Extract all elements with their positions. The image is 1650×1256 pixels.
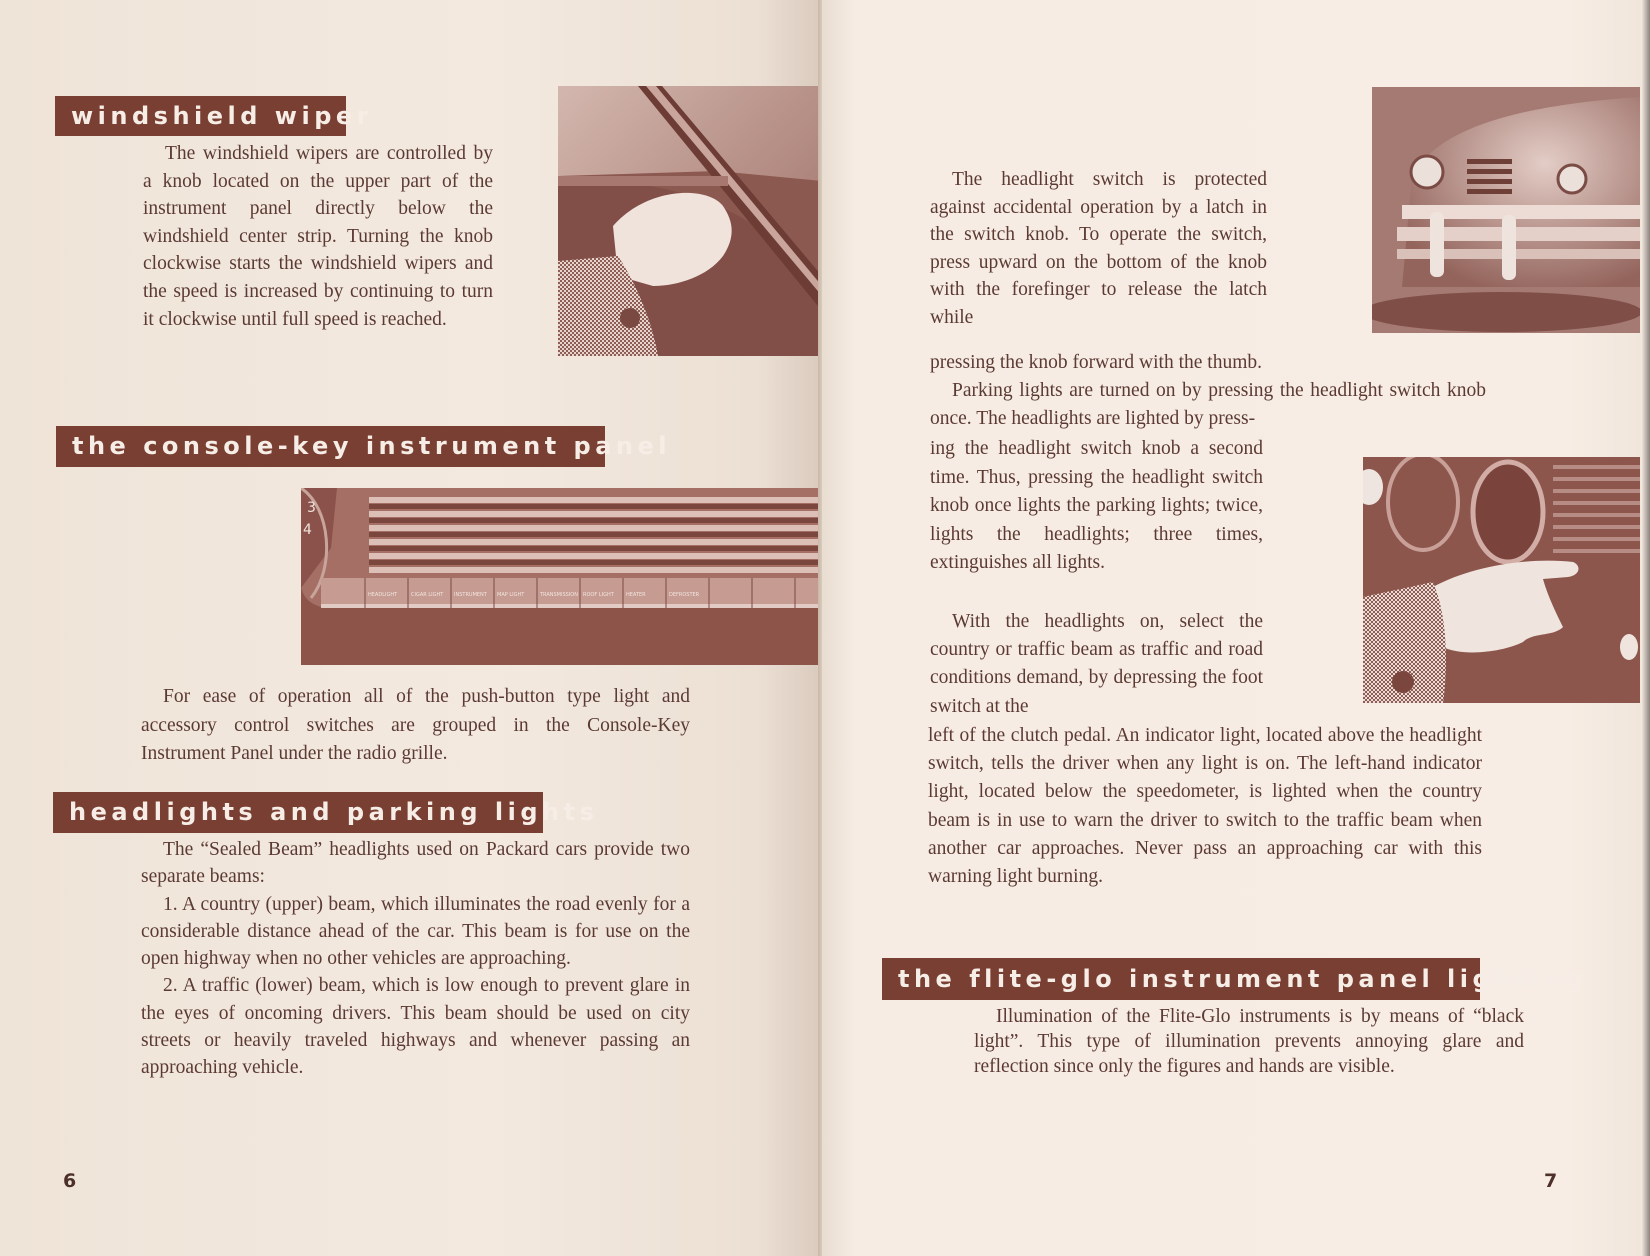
paragraph: The windshield wipers are controlled by a knob located on the upper part of the instrument panel directly below the windshield center strip. Turning the knob clockwise starts the windshield wipers and the speed is increased by continuing to turn it clockwise until full speed is reached. bbox=[143, 143, 493, 330]
section-heading-console-key: the console-key instrument panel bbox=[56, 426, 605, 467]
paragraph: Illumination of the Flite-Glo instruments is by means of “black light”. This type of illumination prevents annoying glare and reflection since only the figures and hands are visible. bbox=[974, 1006, 1524, 1077]
paragraph: The “Sealed Beam” headlights used on Packard cars provide two separate beams: bbox=[141, 839, 690, 888]
beam-selection-text-wrapped bbox=[930, 608, 1263, 721]
svg-text:HEADLIGHT: HEADLIGHT bbox=[368, 592, 398, 598]
headlight-switch-photo bbox=[1363, 457, 1640, 703]
paragraph: Parking lights are turned on by pressing the headlight switch knob once. The headlights are lighted by press- bbox=[930, 380, 1486, 429]
paragraph: ing the headlight switch knob a second time. Thus, pressing the headlight switch knob once lights the parking lights; twice, lights the headlights; three times, extinguishes all lights. bbox=[930, 438, 1263, 574]
svg-text:INSTRUMENT: INSTRUMENT bbox=[454, 592, 487, 598]
paragraph: left of the clutch pedal. An indicator light, located above the headlight switch, tells the driver when any light is on. The left-hand indicator light, located below the speedometer, is lighted when the country beam is in use to warn the driver to switch to the traffic beam when another car approaches. Never pass an approaching car with this warning light burning. bbox=[928, 725, 1482, 888]
headlight-switch-illustration-icon bbox=[1363, 457, 1640, 703]
console-key-panel-illustration-icon bbox=[301, 488, 822, 665]
svg-text:HEATER: HEATER bbox=[626, 592, 646, 598]
car-front-illustration-icon bbox=[1372, 87, 1640, 333]
beam-selection-text-tail bbox=[928, 722, 1482, 891]
parking-lights-text-first-line bbox=[930, 377, 1486, 433]
console-key-text bbox=[141, 683, 690, 769]
section-heading-windshield-wiper: windshield wiper bbox=[55, 96, 346, 136]
section-heading-headlights: headlights and parking lights bbox=[53, 792, 543, 833]
page-number-right: 7 bbox=[1544, 1170, 1558, 1192]
paragraph: pressing the knob forward with the thumb. bbox=[930, 352, 1262, 373]
paragraph: 2. A traffic (lower) beam, which is low enough to prevent glare in the eyes of oncoming drivers. This beam should be used on city streets or heavily traveled highways and whenever passing an approaching vehicle. bbox=[141, 975, 690, 1079]
paragraph: 1. A country (upper) beam, which illuminates the road evenly for a considerable distance ahead of the car. This beam is for use on the open highway when no other vehicles are approaching. bbox=[141, 893, 690, 970]
svg-text:CIGAR LIGHT: CIGAR LIGHT bbox=[411, 592, 444, 598]
svg-text:ROOF LIGHT: ROOF LIGHT bbox=[583, 592, 614, 598]
svg-text:MAP LIGHT: MAP LIGHT bbox=[497, 592, 525, 598]
windshield-wiper-photo bbox=[558, 86, 822, 356]
car-front-photo bbox=[1372, 87, 1640, 333]
console-key-panel-photo bbox=[301, 488, 822, 665]
windshield-wiper-text bbox=[143, 140, 493, 333]
svg-text:3: 3 bbox=[307, 500, 316, 516]
section-heading-flite-glo: the flite-glo instrument panel lighting bbox=[882, 958, 1480, 1000]
paragraph: The headlight switch is protected against accidental operation by a latch in the switch knob. To operate the switch, press upward on the bottom of the knob with the forefinger to release the latch while bbox=[930, 169, 1267, 328]
left-page bbox=[0, 0, 822, 1256]
right-page bbox=[822, 0, 1650, 1256]
svg-text:DEFROSTER: DEFROSTER bbox=[669, 592, 700, 598]
headlight-switch-text-wrapped bbox=[930, 166, 1267, 332]
svg-text:4: 4 bbox=[303, 522, 312, 538]
page-number-left: 6 bbox=[63, 1170, 77, 1192]
windshield-wiper-illustration-icon bbox=[558, 86, 822, 356]
headlight-switch-text-tail bbox=[930, 349, 1490, 377]
flite-glo-text bbox=[974, 1004, 1524, 1079]
headlights-text bbox=[141, 836, 690, 1082]
paragraph: With the headlights on, select the country or traffic beam as traffic and road conditions demand, by depressing the foot switch at the bbox=[930, 611, 1263, 717]
parking-lights-text-wrapped bbox=[930, 435, 1263, 578]
svg-text:TRANSMISSION: TRANSMISSION bbox=[540, 592, 578, 598]
paragraph: For ease of operation all of the push-button type light and accessory control switches are grouped in the Console-Key Instrument Panel under the radio grille. bbox=[141, 686, 690, 764]
